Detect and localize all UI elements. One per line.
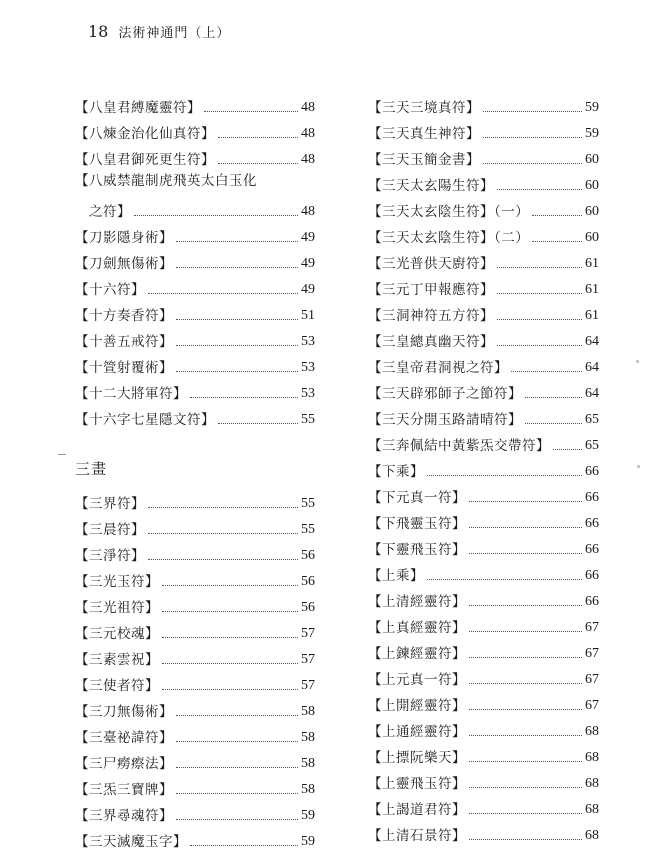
- toc-entry[interactable]: 【上開經靈符】 67: [368, 698, 599, 714]
- toc-entry[interactable]: 【十方奏香符】 51: [75, 308, 315, 324]
- toc-entry[interactable]: 【八煉金治化仙真符】 48: [75, 126, 315, 142]
- paper-speck: [637, 465, 640, 468]
- toc-entry[interactable]: 【三天三境真符】 59: [368, 100, 599, 116]
- toc-entry[interactable]: 【三洞神符五方符】 61: [368, 308, 599, 324]
- section-heading: 三畫: [75, 460, 108, 478]
- toc-entry[interactable]: 【八皇君御死更生符】 48: [75, 152, 315, 168]
- page-header: [88, 22, 230, 41]
- toc-entry[interactable]: 【下乘】 66: [368, 464, 599, 480]
- page-number: 18: [88, 22, 109, 41]
- toc-entry[interactable]: 【三光玉符】 56: [75, 574, 315, 590]
- toc-entry[interactable]: 【三界尋魂符】 59: [75, 808, 315, 824]
- toc-entry[interactable]: 【三天辟邪師子之節符】 64: [368, 386, 599, 402]
- toc-entry[interactable]: 【三天太玄陰生符】（一） 60: [368, 204, 599, 220]
- toc-entry[interactable]: 【三淨符】 56: [75, 548, 315, 564]
- toc-entry[interactable]: 【十六符】 49: [75, 282, 315, 298]
- toc-entry[interactable]: 【三光普供天廚符】 61: [368, 256, 599, 272]
- toc-entry[interactable]: 【三炁三寶牌】 58: [75, 782, 315, 798]
- toc-entry[interactable]: 【上鍊經靈符】 67: [368, 646, 599, 662]
- toc-entry[interactable]: 【三天太玄陽生符】 60: [368, 178, 599, 194]
- toc-entry[interactable]: 【上靈飛玉符】 68: [368, 776, 599, 792]
- toc-entry[interactable]: 【三天分開玉路請晴符】 65: [368, 412, 599, 428]
- toc-entry[interactable]: 【上摽阮樂天】 68: [368, 750, 599, 766]
- toc-entry[interactable]: 【下飛靈玉符】 66: [368, 516, 599, 532]
- toc-entry[interactable]: 【三天滅魔玉字】 59: [75, 834, 315, 850]
- toc-entry[interactable]: 【八威禁龍制虎飛英太白玉化 之符】 48: [75, 173, 315, 220]
- toc-entry[interactable]: 【上乘】 66: [368, 568, 599, 584]
- toc-entry[interactable]: 【上通經靈符】 68: [368, 724, 599, 740]
- toc-entry[interactable]: 【上真經靈符】 67: [368, 620, 599, 636]
- toc-right-column: [368, 90, 599, 844]
- toc-entry[interactable]: 【三臺祕諱符】 58: [75, 730, 315, 746]
- toc-entry[interactable]: 【三皇總真幽天符】 64: [368, 334, 599, 350]
- toc-entry[interactable]: 【三晨符】 55: [75, 522, 315, 538]
- toc-entry[interactable]: 【三素雲祝】 57: [75, 652, 315, 668]
- toc-entry[interactable]: 【三刀無傷術】 58: [75, 704, 315, 720]
- toc-entry[interactable]: 【上謁道君符】 68: [368, 802, 599, 818]
- toc-entry[interactable]: 【上元真一符】 67: [368, 672, 599, 688]
- toc-entry[interactable]: 【上清石景符】 68: [368, 828, 599, 844]
- toc-entry[interactable]: 【三尸癆瘵法】 58: [75, 756, 315, 772]
- toc-entry[interactable]: 【三光祖符】 56: [75, 600, 315, 616]
- toc-entry[interactable]: 【三元丁甲報應符】 61: [368, 282, 599, 298]
- running-title: 法術神通門（上）: [118, 26, 231, 41]
- toc-entry[interactable]: 【三奔佩結中黃紫炁交帶符】 65: [368, 438, 599, 454]
- toc-entry[interactable]: 【八皇君縛魔靈符】 48: [75, 100, 315, 116]
- margin-mark: [58, 454, 66, 455]
- toc-entry[interactable]: 【刀劍無傷術】 49: [75, 256, 315, 272]
- toc-entry[interactable]: 【十六字七星隱文符】 55: [75, 412, 315, 428]
- toc-entry[interactable]: 【三天真生神符】 59: [368, 126, 599, 142]
- toc-entry[interactable]: 【三皇帝君洞視之符】 64: [368, 360, 599, 376]
- toc-entry[interactable]: 【十箮射覆術】 53: [75, 360, 315, 376]
- toc-entry[interactable]: 【三天玉簡金書】 60: [368, 152, 599, 168]
- toc-entry[interactable]: 【下靈飛玉符】 66: [368, 542, 599, 558]
- toc-entry[interactable]: 【十善五戒符】 53: [75, 334, 315, 350]
- toc-entry[interactable]: 【下元真一符】 66: [368, 490, 599, 506]
- toc-entry[interactable]: 【三使者符】 57: [75, 678, 315, 694]
- toc-left-column: [75, 90, 315, 850]
- toc-entry[interactable]: 【刀影隱身術】 49: [75, 230, 315, 246]
- toc-entry[interactable]: 【十二大將軍符】 53: [75, 386, 315, 402]
- toc-entry[interactable]: 【三界符】 55: [75, 496, 315, 512]
- toc-entry[interactable]: 【三天太玄陰生符】（二） 60: [368, 230, 599, 246]
- toc-entry[interactable]: 【上清經靈符】 66: [368, 594, 599, 610]
- paper-speck: [636, 360, 639, 363]
- toc-entry[interactable]: 【三元校魂】 57: [75, 626, 315, 642]
